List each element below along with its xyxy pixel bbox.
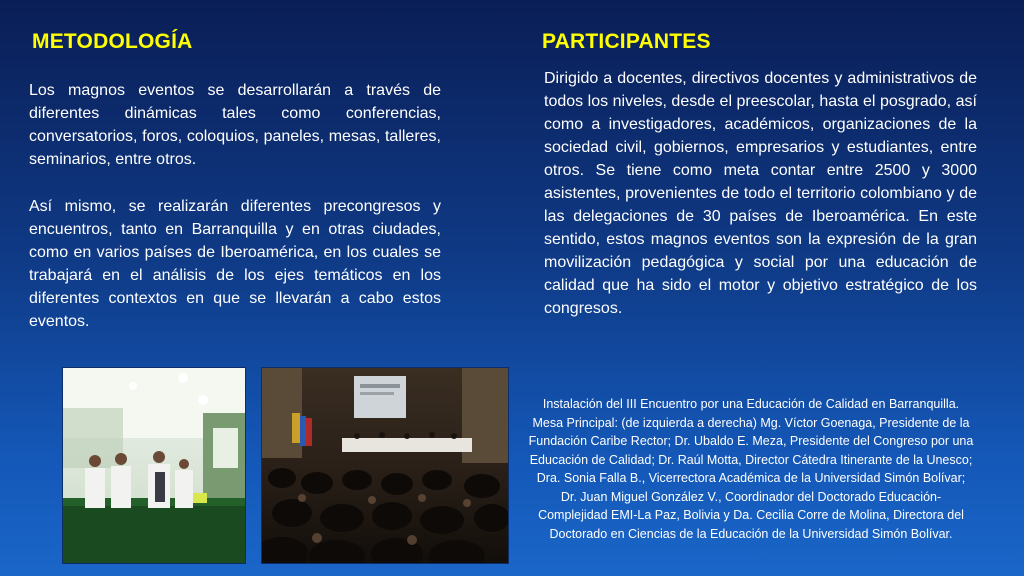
participantes-heading: PARTICIPANTES — [542, 30, 711, 53]
participantes-paragraph: Dirigido a docentes, directivos docentes y administrativos de todos los niveles, desde el preescolar, hasta el posgrado, así como a investigadores, académicos, organizaciones de la sociedad civil, gobiernos, empresarios y estudiantes, entre otros. Se tiene como meta contar entre 2500 y 3000 asistentes, provenientes de todo el territorio colombiano y de las delegaciones de 30 países de Iberoamérica. En este sentido, estos magnos eventos son la expresión de la gran movilización pedagógica y social por una educación de calidad que ha sido el motor y objetivo estratégico de los congresos. — [544, 70, 977, 317]
photo-auditorium — [261, 367, 509, 564]
metodologia-paragraph-2: Así mismo, se realizarán diferentes precongresos y encuentros, tanto en Barranquilla y en otras ciudades, como en varios países de Iberoamérica, en los cuales se trabajará en el análisis de los ejes temáticos en los diferentes contextos en que se llevarán a cabo estos eventos. — [29, 198, 441, 330]
metodologia-paragraph-1: Los magnos eventos se desarrollarán a través de diferentes dinámicas tales como conferencias, conversatorios, foros, coloquios, paneles, mesas, talleres, seminarios, entre otros. — [29, 82, 441, 168]
photo-caption: Instalación del III Encuentro por una Educación de Calidad en Barranquilla. Mesa Principal: (de izquierda a derecha) Mg. Víctor Goenaga, Presidente de la Fundación Caribe Rector; Dr. Ubaldo E. Meza, Presidente del Congreso por una Educación de Calidad; Dr. Raúl Motta, Director Cátedra Itinerante de la Unesco; Dra. Sonia Falla B., Vicerrectora Académica de la Universidad Simón Bolívar; Dr. Juan Miguel González V., Coordinador del Doctorado Educación-Complejidad EMI-La Paz, Bolivia y Da. Cecilia Corre de Molina, Directora del Doctorado en Ciencias de la Educación de la Universidad Simón Bolívar. — [528, 397, 974, 541]
photo-head-table — [62, 367, 246, 564]
metodologia-heading: METODOLOGÍA — [32, 30, 193, 53]
